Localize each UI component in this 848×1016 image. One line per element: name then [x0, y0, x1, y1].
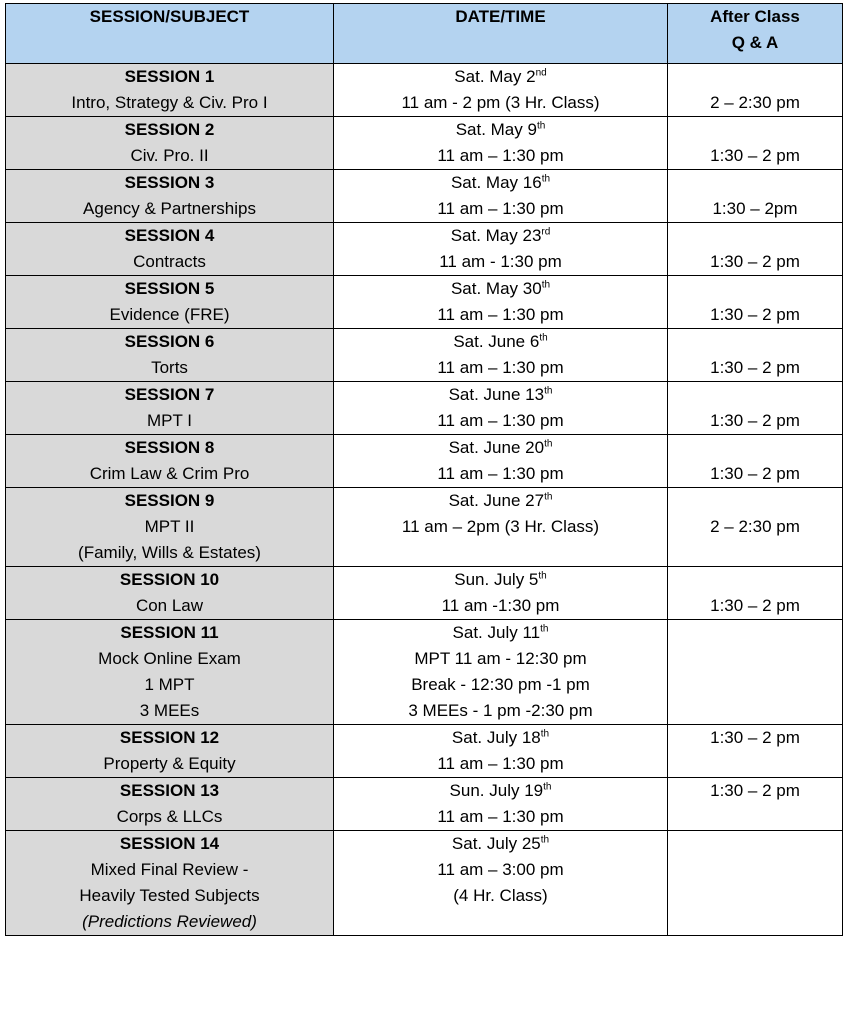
session-label: SESSION 12	[119, 728, 220, 747]
date-text: Sat. June 27	[448, 491, 545, 510]
time-line: (4 Hr. Class)	[453, 886, 548, 905]
time-line: 11 am – 1:30 pm	[437, 464, 564, 483]
table-row	[6, 117, 843, 170]
date-time-cell	[334, 276, 668, 329]
date-ordinal-suffix: th	[540, 623, 549, 635]
session-label: SESSION 14	[119, 834, 220, 853]
subject-line: Contracts	[133, 252, 206, 271]
qa-time: 1:30 – 2 pm	[710, 781, 800, 800]
date-line	[334, 488, 667, 514]
session-subject-cell	[6, 831, 334, 936]
date-ordinal-suffix: rd	[541, 226, 551, 238]
header-after-class-qa: After Class Q & A	[668, 4, 843, 64]
time-line: 11 am – 1:30 pm	[437, 411, 564, 430]
date-line	[334, 117, 667, 143]
qa-spacer	[668, 329, 842, 355]
qa-cell	[668, 435, 843, 488]
table-row	[6, 725, 843, 778]
session-label: SESSION 1	[124, 67, 215, 86]
subject-line: Evidence (FRE)	[109, 305, 230, 324]
date-line	[334, 64, 667, 90]
subject-note: (Predictions Reviewed)	[82, 912, 257, 931]
subject-line: (Family, Wills & Estates)	[78, 543, 261, 562]
qa-cell	[668, 64, 843, 117]
qa-cell	[668, 488, 843, 567]
time-line: 3 MEEs - 1 pm -2:30 pm	[408, 701, 593, 720]
table-row	[6, 488, 843, 567]
date-text: Sat. July 18	[451, 728, 541, 747]
date-time-cell	[334, 831, 668, 936]
qa-time: 2 – 2:30 pm	[710, 93, 800, 112]
session-subject-cell	[6, 725, 334, 778]
date-text: Sat. May 16	[450, 173, 542, 192]
date-ordinal-suffix: th	[540, 728, 550, 740]
qa-cell	[668, 223, 843, 276]
qa-time: 1:30 – 2 pm	[710, 305, 800, 324]
date-time-cell	[334, 117, 668, 170]
subject-line: Mock Online Exam	[98, 649, 241, 668]
time-line: 11 am – 2pm (3 Hr. Class)	[401, 517, 600, 536]
subject-line: MPT I	[146, 411, 193, 430]
session-label: SESSION 6	[124, 332, 215, 351]
date-line	[334, 382, 667, 408]
date-time-cell	[334, 488, 668, 567]
qa-spacer	[668, 64, 842, 90]
qa-cell	[668, 329, 843, 382]
qa-cell	[668, 725, 843, 778]
subject-line: Agency & Partnerships	[83, 199, 256, 218]
subject-line: Heavily Tested Subjects	[79, 886, 260, 905]
time-line: 11 am – 3:00 pm	[437, 860, 564, 879]
qa-spacer	[668, 435, 842, 461]
session-label: SESSION 7	[124, 385, 215, 404]
table-row	[6, 778, 843, 831]
table-row	[6, 435, 843, 488]
date-line	[334, 831, 667, 857]
date-time-cell	[334, 64, 668, 117]
session-subject-cell	[6, 64, 334, 117]
date-text: Sat. June 20	[448, 438, 545, 457]
date-ordinal-suffix: th	[544, 491, 553, 503]
date-line	[334, 567, 667, 593]
subject-line: Con Law	[135, 596, 204, 615]
time-line: MPT 11 am - 12:30 pm	[414, 649, 587, 668]
date-ordinal-suffix: th	[544, 385, 553, 397]
date-text: Sat. June 6	[453, 332, 540, 351]
date-ordinal-suffix: th	[538, 570, 547, 582]
session-label: SESSION 5	[124, 279, 215, 298]
date-time-cell	[334, 329, 668, 382]
time-line: 11 am – 1:30 pm	[437, 305, 564, 324]
subject-line: Intro, Strategy & Civ. Pro I	[71, 93, 268, 112]
qa-cell	[668, 831, 843, 936]
session-label: SESSION 4	[124, 226, 215, 245]
qa-time: 2 – 2:30 pm	[710, 517, 800, 536]
qa-spacer	[668, 223, 842, 249]
date-ordinal-suffix: th	[541, 173, 551, 185]
date-ordinal-suffix: nd	[535, 67, 547, 79]
time-line: 11 am - 1:30 pm	[439, 252, 562, 271]
qa-spacer	[668, 170, 842, 196]
qa-cell	[668, 620, 843, 725]
date-line	[334, 276, 667, 302]
time-line: 11 am - 2 pm (3 Hr. Class)	[401, 93, 600, 112]
date-ordinal-suffix: th	[543, 781, 552, 793]
time-line: 11 am – 1:30 pm	[437, 199, 564, 218]
table-row	[6, 567, 843, 620]
session-label: SESSION 9	[124, 491, 215, 510]
qa-cell	[668, 778, 843, 831]
qa-cell	[668, 170, 843, 223]
subject-line: Mixed Final Review -	[90, 860, 249, 879]
date-ordinal-suffix: th	[539, 332, 548, 344]
qa-spacer	[668, 620, 842, 646]
time-line: 11 am – 1:30 pm	[437, 754, 564, 773]
time-line: 11 am – 1:30 pm	[437, 146, 564, 165]
header-date-time: DATE/TIME	[334, 4, 668, 64]
date-time-cell	[334, 725, 668, 778]
time-line: 11 am – 1:30 pm	[437, 807, 564, 826]
date-text: Sat. May 30	[450, 279, 542, 298]
session-subject-cell	[6, 117, 334, 170]
session-label: SESSION 3	[124, 173, 215, 192]
subject-line: Property & Equity	[103, 754, 236, 773]
date-time-cell	[334, 778, 668, 831]
qa-spacer	[668, 488, 842, 514]
date-text: Sat. May 9	[455, 120, 537, 139]
subject-line: MPT II	[144, 517, 195, 536]
subject-line: 1 MPT	[144, 675, 195, 694]
date-time-cell	[334, 382, 668, 435]
qa-time: 1:30 – 2 pm	[710, 358, 800, 377]
session-subject-cell	[6, 170, 334, 223]
time-line: 11 am – 1:30 pm	[437, 358, 564, 377]
date-text: Sat. May 2	[454, 67, 536, 86]
date-ordinal-suffix: th	[541, 279, 551, 291]
qa-time: 1:30 – 2 pm	[710, 728, 800, 747]
date-line	[334, 620, 667, 646]
session-subject-cell	[6, 382, 334, 435]
table-row	[6, 64, 843, 117]
qa-time: 1:30 – 2 pm	[710, 252, 800, 271]
date-line	[334, 329, 667, 355]
date-ordinal-suffix: th	[536, 120, 546, 132]
subject-line: Corps & LLCs	[116, 807, 223, 826]
date-time-cell	[334, 567, 668, 620]
schedule-table	[5, 3, 843, 936]
session-subject-cell	[6, 276, 334, 329]
time-line: Break - 12:30 pm -1 pm	[411, 675, 590, 694]
qa-time: 1:30 – 2 pm	[710, 146, 800, 165]
subject-line: Torts	[151, 358, 188, 377]
date-text: Sat. July 25	[451, 834, 541, 853]
session-label: SESSION 10	[119, 570, 220, 589]
table-row	[6, 223, 843, 276]
date-text: Sun. July 19	[449, 781, 544, 800]
header-session-subject: SESSION/SUBJECT	[6, 4, 334, 64]
date-text: Sat. June 13	[448, 385, 545, 404]
qa-spacer	[668, 276, 842, 302]
session-subject-cell	[6, 778, 334, 831]
table-row	[6, 620, 843, 725]
date-line	[334, 778, 667, 804]
qa-time: 1:30 – 2 pm	[710, 464, 800, 483]
table-row	[6, 170, 843, 223]
qa-time: 1:30 – 2 pm	[710, 411, 800, 430]
qa-spacer	[668, 117, 842, 143]
subject-line: Crim Law & Crim Pro	[89, 464, 250, 483]
date-time-cell	[334, 620, 668, 725]
qa-time: 1:30 – 2pm	[712, 199, 798, 218]
date-line	[334, 435, 667, 461]
session-subject-cell	[6, 488, 334, 567]
date-text: Sun. July 5	[454, 570, 539, 589]
table-row	[6, 831, 843, 936]
date-time-cell	[334, 435, 668, 488]
header-row	[6, 4, 843, 64]
session-label: SESSION 13	[119, 781, 220, 800]
table-row	[6, 329, 843, 382]
qa-cell	[668, 567, 843, 620]
session-label: SESSION 11	[120, 623, 219, 642]
qa-cell	[668, 117, 843, 170]
date-text: Sat. May 23	[450, 226, 542, 245]
qa-cell	[668, 276, 843, 329]
table-row	[6, 382, 843, 435]
subject-line: Civ. Pro. II	[130, 146, 209, 165]
time-line: 11 am -1:30 pm	[441, 596, 560, 615]
session-label: SESSION 2	[124, 120, 215, 139]
date-text: Sat. July 11	[452, 623, 541, 642]
qa-spacer	[668, 567, 842, 593]
date-line	[334, 223, 667, 249]
date-time-cell	[334, 170, 668, 223]
date-ordinal-suffix: th	[544, 438, 553, 450]
session-label: SESSION 8	[124, 438, 215, 457]
date-time-cell	[334, 223, 668, 276]
session-subject-cell	[6, 567, 334, 620]
date-line	[334, 725, 667, 751]
date-ordinal-suffix: th	[540, 834, 550, 846]
session-subject-cell	[6, 329, 334, 382]
session-subject-cell	[6, 620, 334, 725]
qa-cell	[668, 382, 843, 435]
date-line	[334, 170, 667, 196]
session-subject-cell	[6, 223, 334, 276]
subject-line: 3 MEEs	[139, 701, 200, 720]
table-row	[6, 276, 843, 329]
qa-spacer	[668, 382, 842, 408]
qa-spacer	[668, 831, 842, 857]
session-subject-cell	[6, 435, 334, 488]
qa-time: 1:30 – 2 pm	[710, 596, 800, 615]
